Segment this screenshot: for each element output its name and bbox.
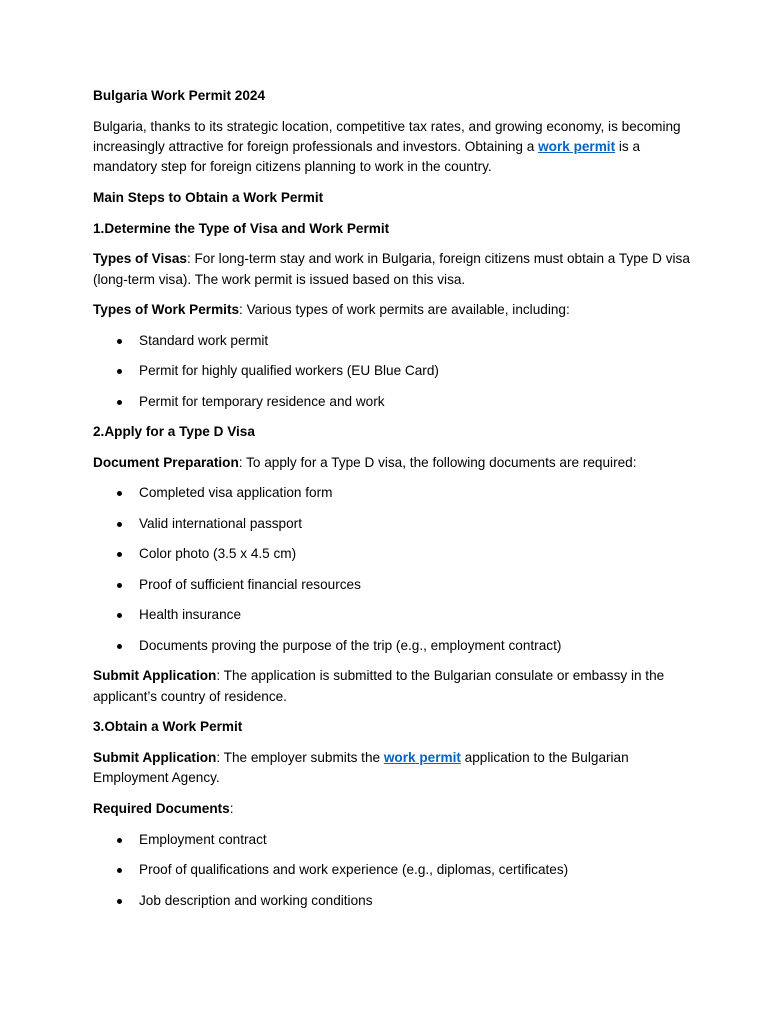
employer-submit-text-before: : The employer submits the [216, 750, 384, 766]
intro-paragraph [93, 117, 693, 178]
step1-heading: 1.Determine the Type of Visa and Work Permit [93, 220, 390, 236]
document-page [93, 86, 693, 921]
list-item-text: Color photo (3.5 x 4.5 cm) [139, 546, 297, 562]
document-preparation-label: Document Preparation [93, 454, 239, 470]
document-preparation-text: : To apply for a Type D visa, the following documents are required: [238, 454, 637, 470]
document-preparation-paragraph [93, 453, 693, 473]
required-documents-paragraph [93, 799, 693, 819]
main-steps-heading: Main Steps to Obtain a Work Permit [93, 190, 324, 205]
types-of-visas-label: Types of Visas [93, 251, 187, 267]
required-documents-text: : [229, 801, 234, 817]
submit-application-label: Submit Application [93, 668, 217, 684]
list-item [93, 544, 693, 564]
list-item-text: Permit for temporary residence and work [139, 393, 385, 409]
list-item-text: Health insurance [139, 607, 242, 623]
types-of-visas-paragraph [93, 249, 693, 290]
bullet-icon [117, 583, 122, 588]
required-documents-label: Required Documents [93, 801, 230, 817]
bullet-icon [117, 644, 122, 649]
list-item-text: Job description and working conditions [139, 892, 373, 908]
bullet-icon [117, 400, 122, 405]
bullet-icon [117, 868, 122, 873]
list-item [93, 331, 693, 351]
intro-text-after: is a mandatory step for foreign citizens planning to work in the country. [93, 139, 641, 175]
employer-submit-label: Submit Application [93, 750, 217, 766]
types-of-permits-paragraph [93, 300, 693, 320]
submit-application-text: : The application is submitted to the Bulgarian consulate or embassy in the applicant’s country of residence. [93, 668, 665, 704]
types-of-visas-text: : For long-term stay and work in Bulgaria, foreign citizens must obtain a Type D visa (long-term visa). The work permit is issued based on this visa. [93, 251, 690, 287]
list-item [93, 361, 693, 381]
list-item-text: Standard work permit [139, 332, 269, 348]
list-item [93, 605, 693, 625]
bullet-icon [117, 552, 122, 557]
list-item [93, 860, 693, 880]
types-of-permits-label: Types of Work Permits [93, 302, 240, 318]
employer-submit-paragraph [93, 748, 693, 789]
work-permit-link[interactable]: work permit [383, 750, 461, 766]
visa-documents-list [93, 483, 693, 656]
bullet-icon [117, 522, 122, 527]
bullet-icon [117, 339, 122, 344]
document-title: Bulgaria Work Permit 2024 [93, 88, 266, 103]
work-permit-link[interactable]: work permit [538, 139, 616, 154]
types-of-permits-text: : Various types of work permits are available, including: [239, 302, 570, 318]
list-item [93, 575, 693, 595]
bullet-icon [117, 491, 122, 496]
permit-documents-list [93, 830, 693, 911]
permit-types-list [93, 331, 693, 412]
bullet-icon [117, 838, 122, 843]
bullet-icon [117, 369, 122, 374]
employer-submit-text-after: application to the Bulgarian Employment Agency. [93, 750, 629, 786]
list-item-text: Valid international passport [139, 515, 302, 531]
bullet-icon [117, 613, 122, 618]
step3-heading: 3.Obtain a Work Permit [93, 719, 243, 735]
step2-heading: 2.Apply for a Type D Visa [93, 424, 255, 440]
list-item [93, 891, 693, 911]
list-item-text: Proof of sufficient financial resources [139, 576, 361, 592]
list-item-text: Completed visa application form [139, 485, 333, 501]
list-item [93, 483, 693, 503]
list-item [93, 830, 693, 850]
bullet-icon [117, 899, 122, 904]
intro-text-before: Bulgaria, thanks to its strategic location, competitive tax rates, and growing economy, is becoming increasingly attractive for foreign professionals and investors. Obtaining a [93, 118, 681, 154]
list-item-text: Permit for highly qualified workers (EU Blue Card) [139, 363, 439, 379]
submit-application-paragraph [93, 666, 693, 707]
list-item [93, 392, 693, 412]
list-item [93, 514, 693, 534]
list-item [93, 636, 693, 656]
list-item-text: Documents proving the purpose of the trip (e.g., employment contract) [139, 637, 562, 653]
list-item-text: Proof of qualifications and work experience (e.g., diplomas, certificates) [139, 862, 569, 878]
list-item-text: Employment contract [139, 831, 267, 847]
